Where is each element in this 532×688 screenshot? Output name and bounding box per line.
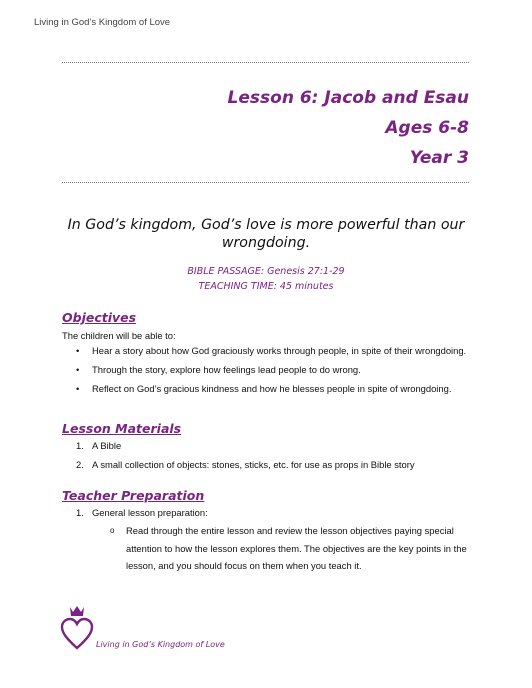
running-header: Living in God’s Kingdom of Love — [34, 17, 171, 28]
objective-text: Through the story, explore how feelings lead people to do wrong. — [92, 364, 361, 375]
ages-title: Ages 6-8 — [385, 118, 469, 138]
heart-crown-logo — [60, 604, 94, 650]
objectives-intro: The children will be able to: — [62, 330, 176, 341]
preparation-subitem — [108, 522, 488, 575]
list-number: 1. — [76, 440, 84, 451]
theme-statement: In God’s kingdom, God’s love is more powerful than our wrongdoing. — [67, 217, 465, 251]
list-item — [62, 381, 472, 396]
materials-heading: Lesson Materials — [62, 421, 182, 436]
year-title: Year 3 — [409, 148, 469, 168]
teaching-time: TEACHING TIME: 45 minutes — [198, 281, 334, 292]
crown-icon — [70, 606, 84, 616]
list-item — [62, 362, 472, 377]
title-divider — [62, 182, 469, 183]
list-item — [62, 343, 472, 358]
objectives-list — [62, 343, 472, 400]
preparation-heading: Teacher Preparation — [62, 488, 205, 503]
material-text: A small collection of objects: stones, sticks, etc. for use as props in Bible story — [92, 459, 415, 470]
list-item — [62, 505, 472, 520]
list-item — [62, 457, 472, 472]
heart-icon — [62, 619, 92, 648]
preparation-text: General lesson preparation: — [92, 507, 208, 518]
footer-text: Living in God’s Kingdom of Love — [96, 640, 225, 649]
lesson-title: Lesson 6: Jacob and Esau — [227, 88, 469, 108]
top-divider — [62, 62, 469, 63]
list-number: 1. — [76, 507, 84, 518]
materials-list — [62, 438, 472, 476]
list-item — [62, 438, 472, 453]
bullet-marker: • — [76, 383, 80, 394]
preparation-subitem-text: Read through the entire lesson and review the lesson objectives paying special attention to how the lesson explores them. The objectives are the key points in the lesson, and you should focus on them when you teach it. — [126, 525, 467, 571]
material-text: A Bible — [92, 440, 122, 451]
bullet-marker: • — [76, 345, 80, 356]
objectives-heading: Objectives — [62, 310, 137, 325]
objective-text: Reflect on God’s gracious kindness and how he blesses people in spite of wrongdoing. — [92, 383, 452, 394]
bullet-marker: • — [76, 364, 80, 375]
bible-passage: BIBLE PASSAGE: Genesis 27:1-29 — [187, 266, 345, 277]
sub-bullet-marker: o — [110, 526, 115, 535]
list-number: 2. — [76, 459, 84, 470]
objective-text: Hear a story about how God graciously works through people, in spite of their wrongdoing. — [92, 345, 467, 356]
